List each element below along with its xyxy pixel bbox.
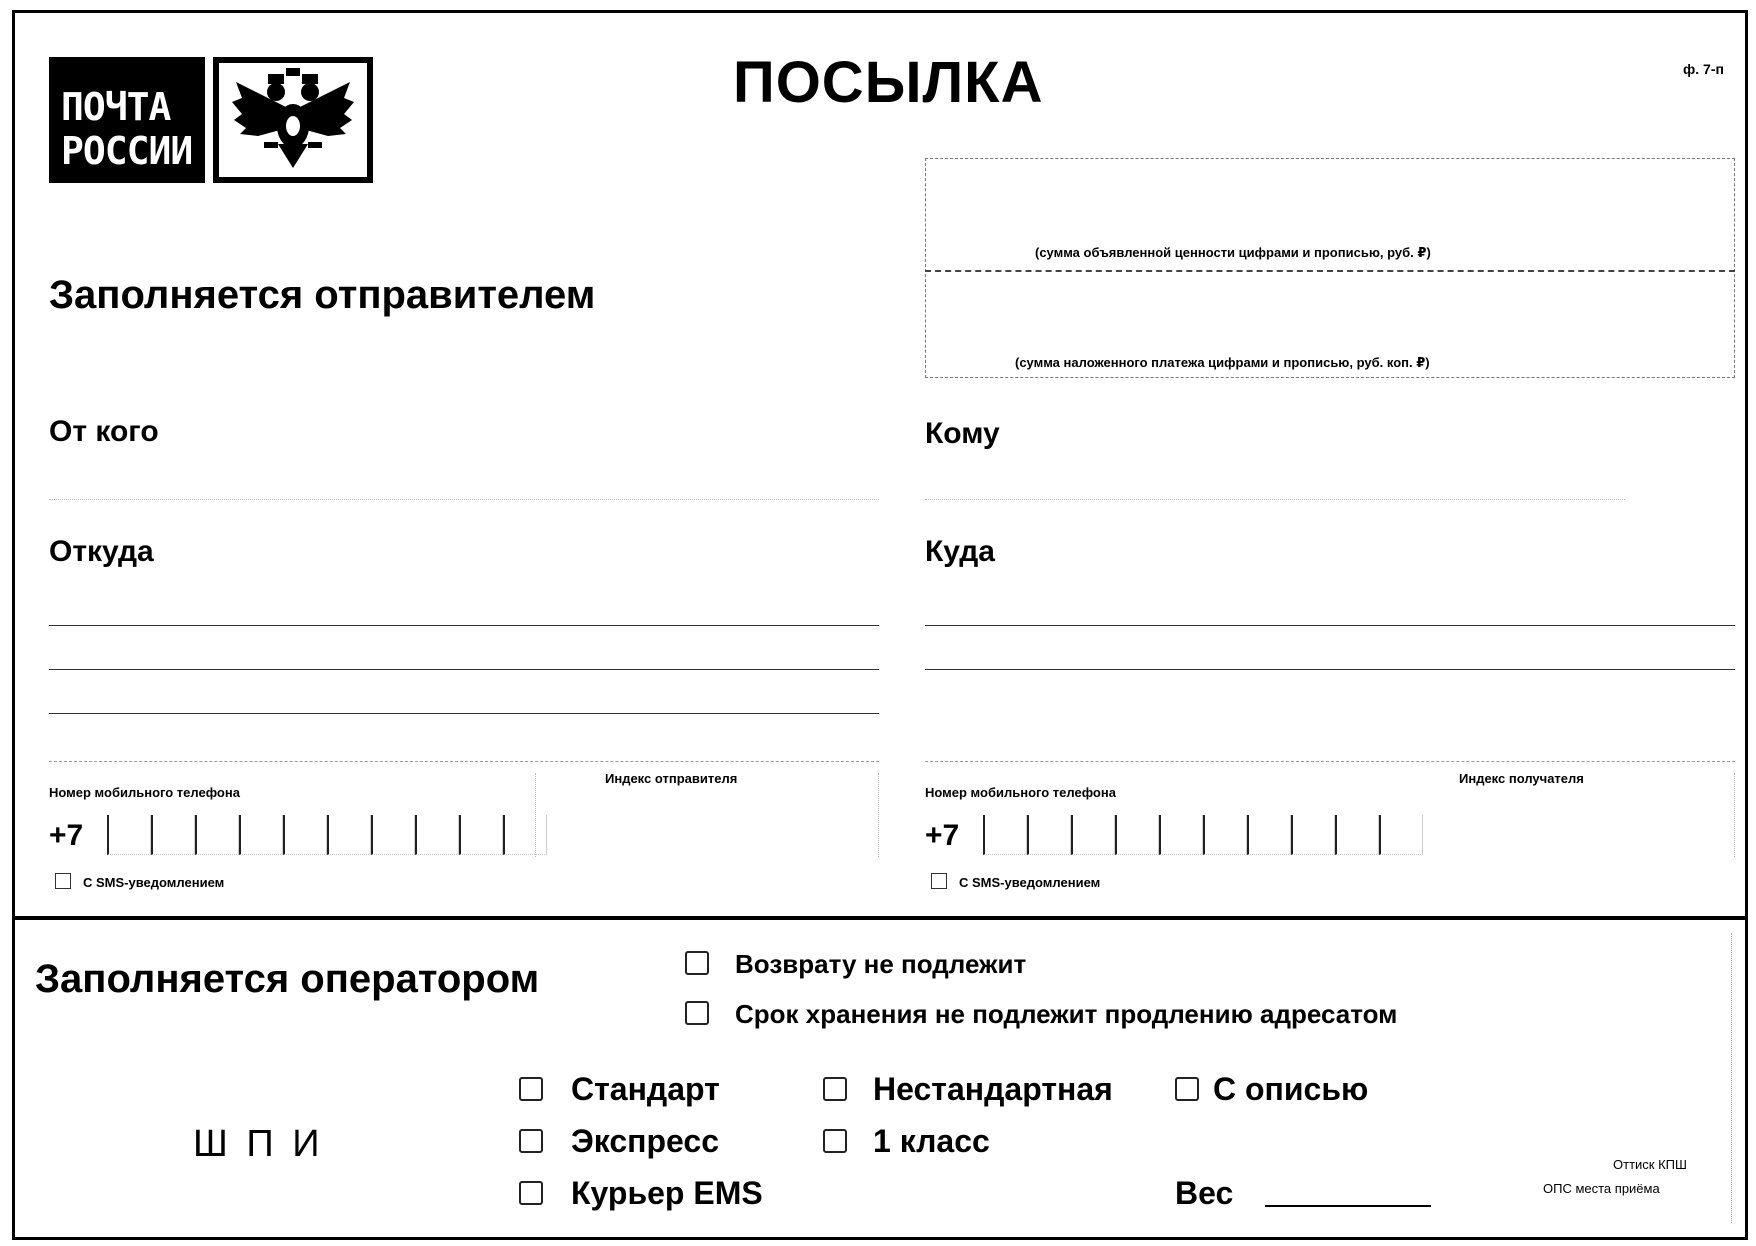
with-inventory-label: С описью <box>1213 1071 1369 1107</box>
sender-phone-cells[interactable] <box>107 815 547 855</box>
recipient-phone-top-line <box>925 761 1735 762</box>
recipient-sms-checkbox[interactable] <box>931 873 947 889</box>
express-label: Экспресс <box>571 1123 719 1159</box>
phone-digit-cell[interactable] <box>1071 815 1115 855</box>
first-class-label: 1 класс <box>873 1123 990 1159</box>
phone-digit-cell[interactable] <box>1247 815 1291 855</box>
from-address-line-3[interactable] <box>49 713 879 714</box>
first-class-checkbox[interactable] <box>823 1129 847 1153</box>
form-title: ПОСЫЛКА <box>733 50 1044 115</box>
sender-section-heading: Заполняется отправителем <box>49 273 596 317</box>
phone-digit-cell[interactable] <box>107 815 151 855</box>
value-box-divider <box>925 270 1735 272</box>
sender-index-field[interactable] <box>535 773 879 857</box>
value-amount-box[interactable] <box>925 158 1735 378</box>
phone-digit-cell[interactable] <box>239 815 283 855</box>
phone-digit-cell[interactable] <box>1159 815 1203 855</box>
standard-label: Стандарт <box>571 1071 720 1107</box>
phone-digit-cell[interactable] <box>1115 815 1159 855</box>
express-checkbox[interactable] <box>519 1129 543 1153</box>
operator-section-heading: Заполняется оператором <box>35 957 540 1001</box>
from-address-line-2[interactable] <box>49 669 879 670</box>
phone-digit-cell[interactable] <box>151 815 195 855</box>
no-return-label: Возврату не подлежит <box>735 949 1027 979</box>
form-code: ф. 7-п <box>1683 61 1724 77</box>
sender-sms-checkbox[interactable] <box>55 873 71 889</box>
to-address-line-1[interactable] <box>925 625 1735 626</box>
recipient-phone-prefix: +7 <box>925 819 960 852</box>
phone-digit-cell[interactable] <box>1027 815 1071 855</box>
phone-digit-cell[interactable] <box>371 815 415 855</box>
logo-line-2: РОССИИ <box>61 129 193 173</box>
phone-digit-cell[interactable] <box>1379 815 1423 855</box>
weight-field[interactable] <box>1265 1205 1431 1207</box>
recipient-phone-cells[interactable] <box>983 815 1423 855</box>
stamp-area-border <box>1731 933 1732 1223</box>
phone-digit-cell[interactable] <box>327 815 371 855</box>
no-extend-checkbox[interactable] <box>685 1001 709 1025</box>
from-address-line-1[interactable] <box>49 625 879 626</box>
sender-phone-label: Номер мобильного телефона <box>49 785 240 800</box>
recipient-index-field[interactable] <box>1431 773 1735 857</box>
from-field[interactable] <box>49 499 879 500</box>
logo-line-1: ПОЧТА <box>61 85 171 129</box>
sender-phone-top-line <box>49 761 879 762</box>
declared-value-caption: (сумма объявленной ценности цифрами и прописью, руб. ₽) <box>1035 245 1431 260</box>
sender-index-label: Индекс отправителя <box>605 771 738 786</box>
courier-ems-checkbox[interactable] <box>519 1181 543 1205</box>
russian-post-logo <box>49 57 205 183</box>
double-headed-eagle-icon <box>213 57 373 183</box>
phone-digit-cell[interactable] <box>415 815 459 855</box>
sender-sms-label: С SMS-уведомлением <box>83 875 225 890</box>
section-divider <box>15 916 1745 920</box>
sender-phone-prefix: +7 <box>49 819 84 852</box>
stamp-label-line-1: Оттиск КПШ <box>1613 1157 1687 1172</box>
phone-digit-cell[interactable] <box>983 815 1027 855</box>
phone-digit-cell[interactable] <box>459 815 503 855</box>
from-label: От кого <box>49 415 159 448</box>
nonstandard-label: Нестандартная <box>873 1071 1113 1107</box>
nonstandard-checkbox[interactable] <box>823 1077 847 1101</box>
no-return-checkbox[interactable] <box>685 951 709 975</box>
phone-digit-cell[interactable] <box>1203 815 1247 855</box>
spi-label: Ш П И <box>193 1123 324 1165</box>
to-address-line-2[interactable] <box>925 669 1735 670</box>
phone-digit-cell[interactable] <box>1335 815 1379 855</box>
weight-label: Вес <box>1175 1175 1234 1211</box>
no-extend-label: Срок хранения не подлежит продлению адресатом <box>735 999 1398 1029</box>
phone-digit-cell[interactable] <box>1291 815 1335 855</box>
from-where-label: Откуда <box>49 535 154 568</box>
recipient-index-label: Индекс получателя <box>1459 771 1584 786</box>
recipient-sms-label: С SMS-уведомлением <box>959 875 1101 890</box>
to-label: Кому <box>925 417 1000 450</box>
courier-ems-label: Курьер EMS <box>571 1175 763 1211</box>
to-where-label: Куда <box>925 535 995 568</box>
with-inventory-checkbox[interactable] <box>1175 1077 1199 1101</box>
parcel-form <box>12 10 1748 1240</box>
cod-amount-caption: (сумма наложенного платежа цифрами и прописью, руб. коп. ₽) <box>1015 355 1430 370</box>
phone-digit-cell[interactable] <box>195 815 239 855</box>
stamp-label-line-2: ОПС места приёма <box>1543 1181 1660 1196</box>
to-field[interactable] <box>925 499 1625 500</box>
recipient-phone-label: Номер мобильного телефона <box>925 785 1116 800</box>
phone-digit-cell[interactable] <box>283 815 327 855</box>
standard-checkbox[interactable] <box>519 1077 543 1101</box>
